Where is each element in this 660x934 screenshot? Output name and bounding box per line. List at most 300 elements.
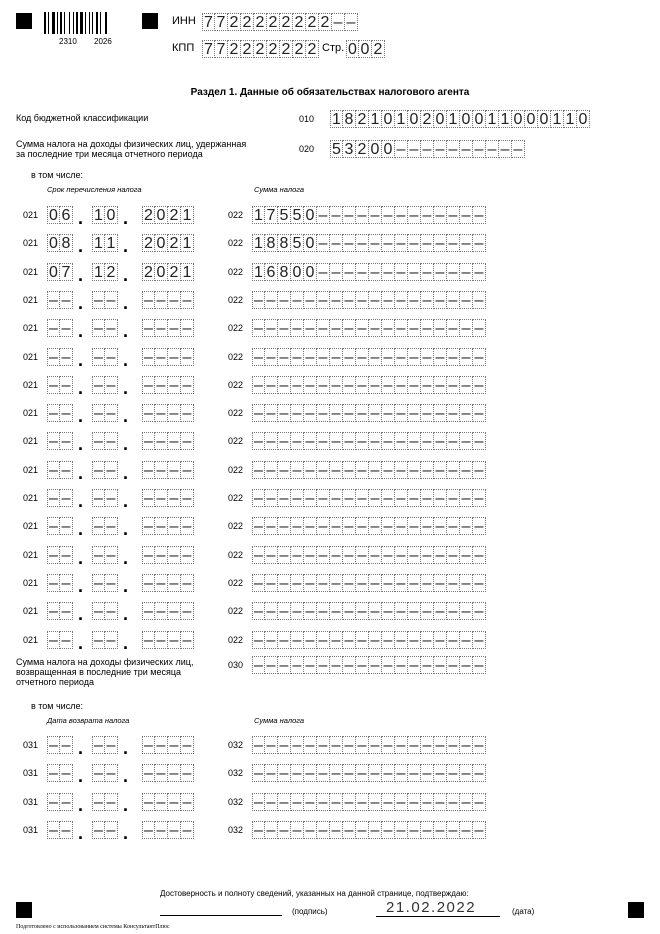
cell[interactable] [278,631,291,649]
cell[interactable] [47,764,60,782]
cell[interactable] [473,574,486,592]
cell[interactable] [105,517,118,535]
cell[interactable] [278,489,291,507]
cell[interactable]: 0 [577,110,590,128]
cell[interactable] [356,291,369,309]
cell[interactable]: 2 [306,40,319,58]
cell[interactable] [330,764,343,782]
cell[interactable] [382,489,395,507]
cell[interactable] [473,404,486,422]
cell[interactable] [142,461,155,479]
cell[interactable] [252,291,265,309]
cell[interactable] [252,432,265,450]
cell[interactable] [460,140,473,158]
cell[interactable] [168,489,181,507]
cell[interactable] [60,517,73,535]
cell[interactable] [105,291,118,309]
cell[interactable] [330,291,343,309]
cell[interactable] [252,764,265,782]
cell[interactable] [181,404,194,422]
cell[interactable] [408,602,421,620]
cell[interactable] [343,432,356,450]
cell[interactable] [395,793,408,811]
cell[interactable] [369,348,382,366]
cell[interactable] [447,461,460,479]
cell[interactable] [317,348,330,366]
cell[interactable] [408,574,421,592]
cell[interactable] [317,206,330,224]
cell[interactable] [304,736,317,754]
cell[interactable] [447,348,460,366]
cell[interactable] [473,821,486,839]
cell[interactable] [395,206,408,224]
cell[interactable] [252,546,265,564]
cell[interactable] [47,319,60,337]
cell[interactable]: 8 [343,110,356,128]
cell[interactable] [343,602,356,620]
cell[interactable] [168,574,181,592]
cell[interactable] [421,319,434,337]
cell[interactable] [395,764,408,782]
cell[interactable] [330,793,343,811]
cell[interactable] [105,631,118,649]
cell[interactable]: 0 [47,206,60,224]
cell[interactable] [356,461,369,479]
cell[interactable] [369,736,382,754]
cell[interactable] [343,461,356,479]
cell[interactable] [92,574,105,592]
cell[interactable] [473,764,486,782]
cell[interactable] [291,376,304,394]
cell[interactable] [252,821,265,839]
cell[interactable] [47,432,60,450]
cell[interactable] [330,234,343,252]
cell[interactable] [460,631,473,649]
cell[interactable] [168,631,181,649]
cell[interactable] [291,764,304,782]
cell[interactable] [47,793,60,811]
cell[interactable]: 1 [181,234,194,252]
cell[interactable]: 0 [473,110,486,128]
cell[interactable] [356,206,369,224]
cell[interactable] [317,517,330,535]
cell[interactable] [343,319,356,337]
cell[interactable] [47,602,60,620]
cell[interactable] [356,404,369,422]
cell[interactable] [447,546,460,564]
cell[interactable] [304,821,317,839]
cell[interactable]: 5 [278,206,291,224]
cell[interactable] [369,206,382,224]
cell[interactable] [460,263,473,281]
cell[interactable] [317,234,330,252]
cell[interactable] [343,821,356,839]
cell[interactable] [105,736,118,754]
cell[interactable]: 0 [304,206,317,224]
cell[interactable]: 0 [155,206,168,224]
cell[interactable] [330,631,343,649]
cell[interactable] [460,461,473,479]
cell[interactable] [395,821,408,839]
cell[interactable] [181,376,194,394]
cell[interactable] [473,140,486,158]
cell[interactable] [291,432,304,450]
cell[interactable] [345,13,358,31]
cell[interactable]: 5 [291,206,304,224]
cell[interactable] [369,319,382,337]
cell[interactable]: 2 [241,40,254,58]
cell[interactable]: 7 [202,40,215,58]
cell[interactable] [304,432,317,450]
cell[interactable] [343,764,356,782]
cell[interactable]: 1 [252,206,265,224]
cell[interactable]: 0 [460,110,473,128]
cell[interactable] [473,234,486,252]
cell[interactable] [278,546,291,564]
cell[interactable] [168,602,181,620]
cell[interactable] [47,517,60,535]
cell[interactable] [317,263,330,281]
cell[interactable] [330,206,343,224]
cell[interactable] [92,376,105,394]
cell[interactable] [434,489,447,507]
cell[interactable] [278,461,291,479]
cell[interactable] [304,574,317,592]
cell[interactable] [473,376,486,394]
cell[interactable]: 2 [142,206,155,224]
cell[interactable] [473,319,486,337]
cell[interactable] [252,602,265,620]
cell[interactable] [304,404,317,422]
cell[interactable] [395,319,408,337]
cell[interactable]: 1 [92,234,105,252]
cell[interactable] [181,319,194,337]
cell[interactable] [252,793,265,811]
cell[interactable]: 1 [564,110,577,128]
cell[interactable] [252,656,265,674]
cell[interactable] [473,546,486,564]
cell[interactable] [434,404,447,422]
cell[interactable] [343,376,356,394]
cell[interactable] [92,489,105,507]
cell[interactable] [395,291,408,309]
cell[interactable] [60,821,73,839]
cell[interactable] [421,736,434,754]
cell[interactable]: 3 [343,140,356,158]
cell[interactable] [265,376,278,394]
cell[interactable] [181,793,194,811]
cell[interactable] [408,546,421,564]
cell[interactable] [317,764,330,782]
cell[interactable] [434,263,447,281]
cell[interactable] [421,263,434,281]
cell[interactable] [252,348,265,366]
cell[interactable] [317,602,330,620]
cell[interactable] [421,517,434,535]
cell[interactable] [447,206,460,224]
cell[interactable] [408,376,421,394]
cell[interactable] [343,263,356,281]
cell[interactable]: 0 [291,263,304,281]
cell[interactable] [408,517,421,535]
cell[interactable] [434,736,447,754]
cell[interactable] [181,736,194,754]
cell[interactable] [421,291,434,309]
cell[interactable] [105,376,118,394]
cell[interactable] [105,348,118,366]
cell[interactable] [356,263,369,281]
cell[interactable]: 0 [304,234,317,252]
cell[interactable] [291,291,304,309]
cell[interactable] [265,348,278,366]
cell[interactable] [105,602,118,620]
cell[interactable] [278,656,291,674]
cell[interactable]: 8 [60,234,73,252]
cell[interactable]: 0 [512,110,525,128]
cell[interactable] [434,291,447,309]
cell[interactable] [155,821,168,839]
cell[interactable] [291,574,304,592]
cell[interactable] [395,404,408,422]
cell[interactable] [395,574,408,592]
cell[interactable] [369,263,382,281]
cell[interactable] [330,489,343,507]
cell[interactable] [291,736,304,754]
cell[interactable] [369,376,382,394]
cell[interactable] [105,461,118,479]
cell[interactable] [60,489,73,507]
cell[interactable] [395,461,408,479]
cell[interactable]: 2 [306,13,319,31]
cell[interactable] [155,461,168,479]
cell[interactable] [252,404,265,422]
cell[interactable] [382,736,395,754]
cell[interactable]: 2 [142,234,155,252]
cell[interactable] [317,461,330,479]
cell[interactable]: 2 [356,140,369,158]
cell[interactable] [434,574,447,592]
cell[interactable] [382,319,395,337]
cell[interactable] [356,319,369,337]
cell[interactable] [291,517,304,535]
cell[interactable] [142,821,155,839]
cell[interactable] [252,736,265,754]
cell[interactable] [382,376,395,394]
cell[interactable] [408,291,421,309]
cell[interactable]: 0 [359,40,372,58]
cell[interactable] [460,602,473,620]
cell[interactable] [168,376,181,394]
cell[interactable] [447,432,460,450]
cell[interactable] [291,821,304,839]
cell[interactable] [421,376,434,394]
cell[interactable] [343,348,356,366]
cell[interactable] [155,631,168,649]
cell[interactable] [499,140,512,158]
cell[interactable] [382,461,395,479]
cell[interactable] [142,291,155,309]
cell[interactable] [155,764,168,782]
cell[interactable] [356,736,369,754]
cell[interactable] [155,736,168,754]
cell[interactable] [142,489,155,507]
cell[interactable]: 7 [215,13,228,31]
cell[interactable] [434,602,447,620]
cell[interactable] [60,432,73,450]
cell[interactable] [473,461,486,479]
cell[interactable] [105,546,118,564]
cell[interactable] [382,764,395,782]
cell[interactable] [265,631,278,649]
cell[interactable] [92,319,105,337]
cell[interactable] [395,263,408,281]
cell[interactable] [278,404,291,422]
cell[interactable] [304,348,317,366]
cell[interactable] [434,234,447,252]
cell[interactable] [356,631,369,649]
cell[interactable]: 7 [60,263,73,281]
cell[interactable] [252,319,265,337]
cell[interactable] [395,432,408,450]
cell[interactable] [278,736,291,754]
cell[interactable] [155,574,168,592]
cell[interactable]: 8 [278,263,291,281]
cell[interactable] [105,821,118,839]
cell[interactable]: 2 [267,13,280,31]
cell[interactable] [291,602,304,620]
cell[interactable] [330,656,343,674]
cell[interactable] [460,206,473,224]
cell[interactable] [421,793,434,811]
cell[interactable] [421,821,434,839]
cell[interactable] [60,348,73,366]
cell[interactable]: 2 [142,263,155,281]
cell[interactable] [47,348,60,366]
cell[interactable] [447,793,460,811]
cell[interactable]: 7 [265,206,278,224]
cell[interactable] [395,656,408,674]
cell[interactable] [168,404,181,422]
cell[interactable]: 2 [280,40,293,58]
cell[interactable] [60,602,73,620]
cell[interactable] [473,631,486,649]
cell[interactable] [105,489,118,507]
cell[interactable] [142,432,155,450]
cell[interactable]: 2 [168,263,181,281]
cell[interactable] [92,517,105,535]
cell[interactable] [421,631,434,649]
cell[interactable] [447,517,460,535]
cell[interactable] [155,546,168,564]
cell[interactable]: 2 [254,40,267,58]
cell[interactable] [434,656,447,674]
cell[interactable] [265,291,278,309]
cell[interactable]: 0 [382,110,395,128]
cell[interactable] [265,602,278,620]
cell[interactable] [460,736,473,754]
cell[interactable]: 2 [356,110,369,128]
cell[interactable] [168,546,181,564]
cell[interactable] [304,656,317,674]
cell[interactable] [421,206,434,224]
cell[interactable] [447,376,460,394]
cell[interactable] [434,517,447,535]
cell[interactable] [181,517,194,535]
cell[interactable] [434,348,447,366]
cell[interactable] [47,461,60,479]
cell[interactable] [47,489,60,507]
cell[interactable] [304,319,317,337]
cell[interactable] [317,489,330,507]
cell[interactable] [92,631,105,649]
cell[interactable] [434,461,447,479]
cell[interactable] [304,631,317,649]
cell[interactable] [142,517,155,535]
cell[interactable] [356,793,369,811]
cell[interactable] [330,263,343,281]
cell[interactable] [168,348,181,366]
cell[interactable] [369,631,382,649]
cell[interactable] [291,461,304,479]
cell[interactable] [369,404,382,422]
cell[interactable] [356,234,369,252]
cell[interactable] [408,631,421,649]
cell[interactable] [460,432,473,450]
cell[interactable] [142,631,155,649]
cell[interactable] [447,489,460,507]
cell[interactable]: 1 [499,110,512,128]
cell[interactable] [369,291,382,309]
cell[interactable]: 1 [105,234,118,252]
cell[interactable] [92,461,105,479]
cell[interactable]: 1 [486,110,499,128]
signature-line[interactable] [160,915,282,916]
cell[interactable] [265,319,278,337]
cell[interactable] [330,432,343,450]
cell[interactable]: 2 [254,13,267,31]
cell[interactable] [434,432,447,450]
cell[interactable] [447,140,460,158]
cell[interactable] [447,291,460,309]
cell[interactable] [447,656,460,674]
cell[interactable] [382,574,395,592]
cell[interactable] [304,764,317,782]
cell[interactable] [155,432,168,450]
cell[interactable] [473,348,486,366]
cell[interactable]: 0 [369,140,382,158]
cell[interactable] [356,546,369,564]
cell[interactable] [60,376,73,394]
cell[interactable]: 1 [551,110,564,128]
cell[interactable]: 0 [525,110,538,128]
cell[interactable]: 0 [47,234,60,252]
cell[interactable] [434,631,447,649]
cell[interactable] [421,348,434,366]
cell[interactable] [447,631,460,649]
cell[interactable] [92,764,105,782]
cell[interactable] [395,631,408,649]
cell[interactable] [408,764,421,782]
cell[interactable] [473,736,486,754]
cell[interactable] [291,404,304,422]
cell[interactable]: 0 [408,110,421,128]
cell[interactable] [369,432,382,450]
cell[interactable] [382,234,395,252]
cell[interactable] [382,404,395,422]
cell[interactable] [142,602,155,620]
cell[interactable] [278,793,291,811]
cell[interactable] [408,656,421,674]
